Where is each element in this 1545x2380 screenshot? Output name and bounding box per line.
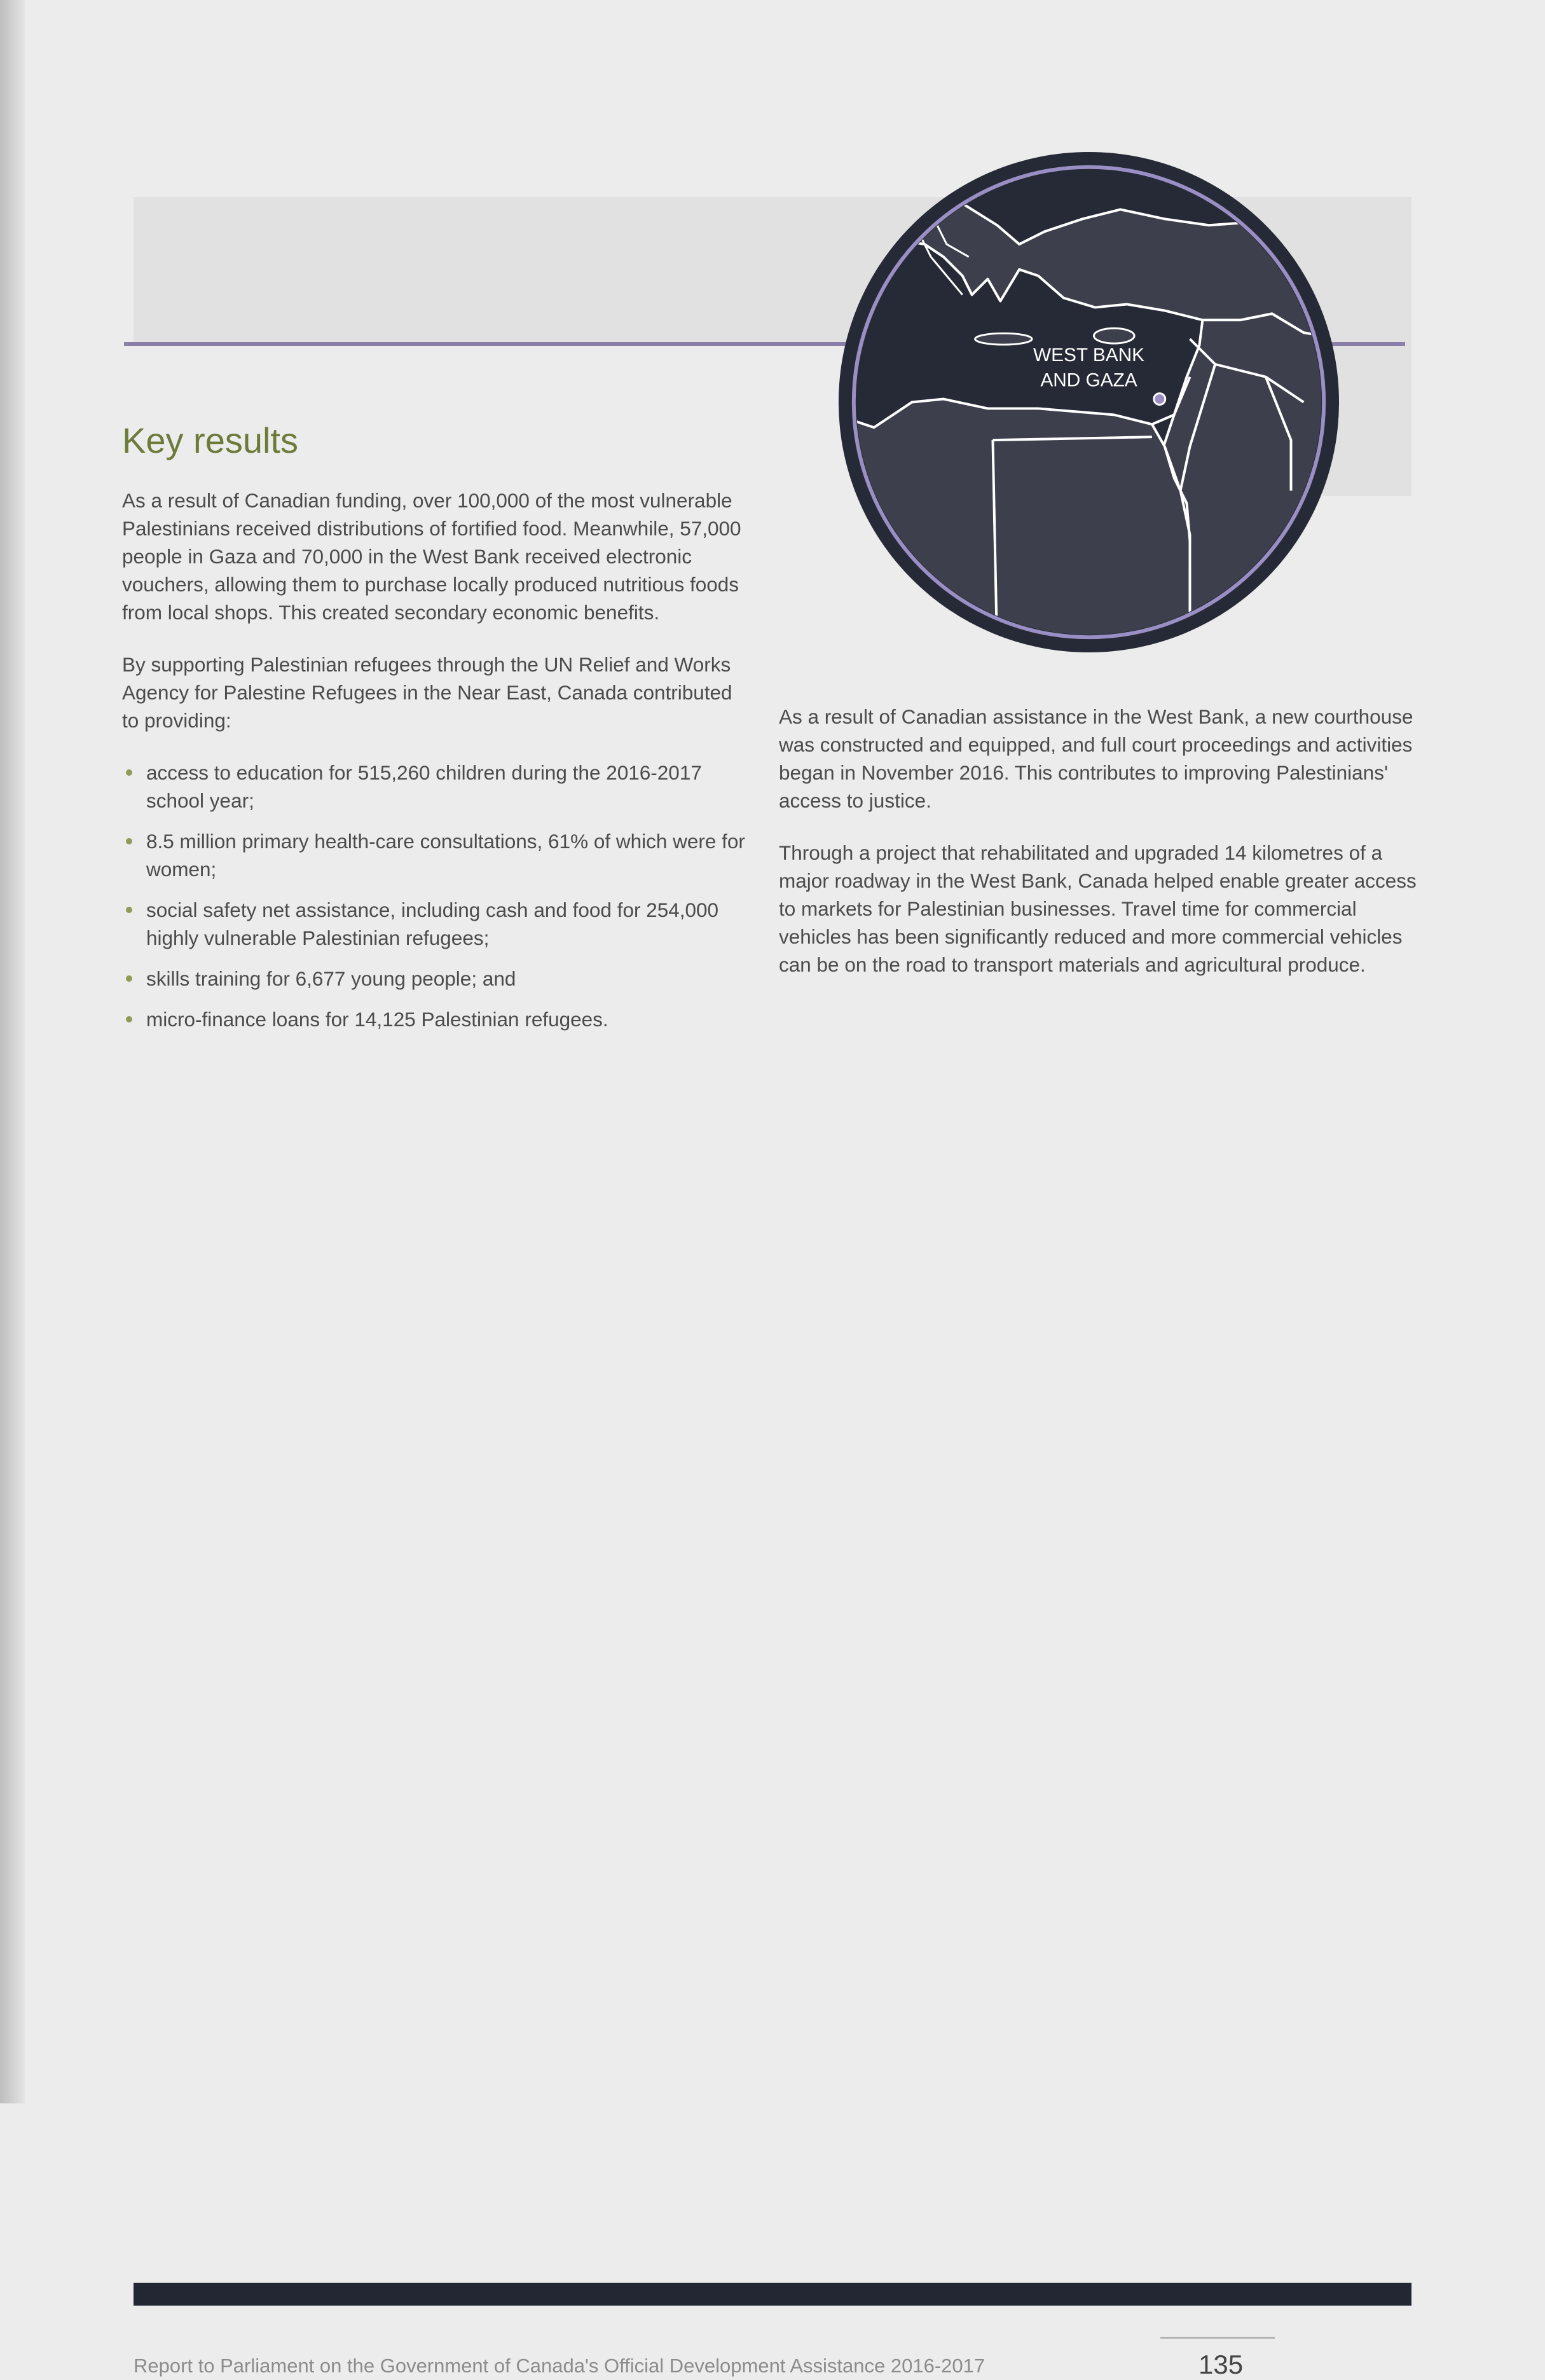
- left-paragraph-2: By supporting Palestinian refugees through the UN Relief and Works Agency for Palestine Refugees in the Near East, Canada contributed to providing:: [122, 653, 732, 732]
- page-edge-shadow: [0, 0, 25, 2103]
- bullet-icon: [126, 769, 132, 776]
- map-label-line1: WEST BANK: [1033, 344, 1144, 366]
- footer-title: Report to Parliament on the Government of Canada's Official Development Assistance 2016-2017: [134, 2355, 985, 2377]
- map-label-line2: AND GAZA: [1040, 369, 1137, 391]
- page-number-rule: [1160, 2337, 1275, 2339]
- west-bank-gaza-map: [836, 149, 1342, 655]
- footer-bar: [134, 2283, 1411, 2306]
- page-number: 135: [1198, 2349, 1244, 2379]
- list-item-text: 8.5 million primary health-care consultations, 61% of which were for women;: [146, 830, 745, 881]
- bullet-icon: [126, 838, 132, 844]
- left-column: [122, 486, 752, 1046]
- section-heading: Key results: [122, 420, 298, 460]
- list-item: [122, 827, 752, 883]
- right-column: [779, 703, 1427, 1003]
- right-paragraph-2: Through a project that rehabilitated and upgraded 14 kilometres of a major roadway in the West Bank, Canada helped enable greater access to markets for Palestinian businesses. Travel time for commercial vehicles has been significantly reduced and more commercial vehicles can be on the road to transport materials and agricultural produce.: [779, 841, 1417, 976]
- location-marker: [1154, 394, 1165, 405]
- bullet-icon: [126, 1016, 132, 1022]
- right-paragraph-1: As a result of Canadian assistance in the West Bank, a new courthouse was constructed and equipped, and full court proceedings and activities began in November 2016. This contributes to improving Palestinians' access to justice.: [779, 705, 1413, 812]
- list-item: [122, 965, 752, 993]
- results-list: [122, 759, 752, 1033]
- list-item: [122, 896, 752, 952]
- list-item: [122, 759, 752, 815]
- list-item-text: micro-finance loans for 14,125 Palestinian refugees.: [146, 1008, 608, 1031]
- list-item-text: skills training for 6,677 young people; and: [146, 967, 516, 990]
- bullet-icon: [126, 975, 132, 982]
- list-item-text: social safety net assistance, including cash and food for 254,000 highly vulnerable Palestinian refugees;: [146, 898, 719, 949]
- left-paragraph-1: As a result of Canadian funding, over 100,000 of the most vulnerable Palestinians received distributions of fortified food. Meanwhile, 57,000 people in Gaza and 70,000 in the West Bank received electronic vouchers, allowing them to purchase locally produced nutritious foods from local shops. This created secondary economic benefits.: [122, 489, 741, 624]
- list-item-text: access to education for 515,260 children during the 2016-2017 school year;: [146, 761, 702, 812]
- bullet-icon: [126, 907, 132, 913]
- list-item: [122, 1005, 752, 1033]
